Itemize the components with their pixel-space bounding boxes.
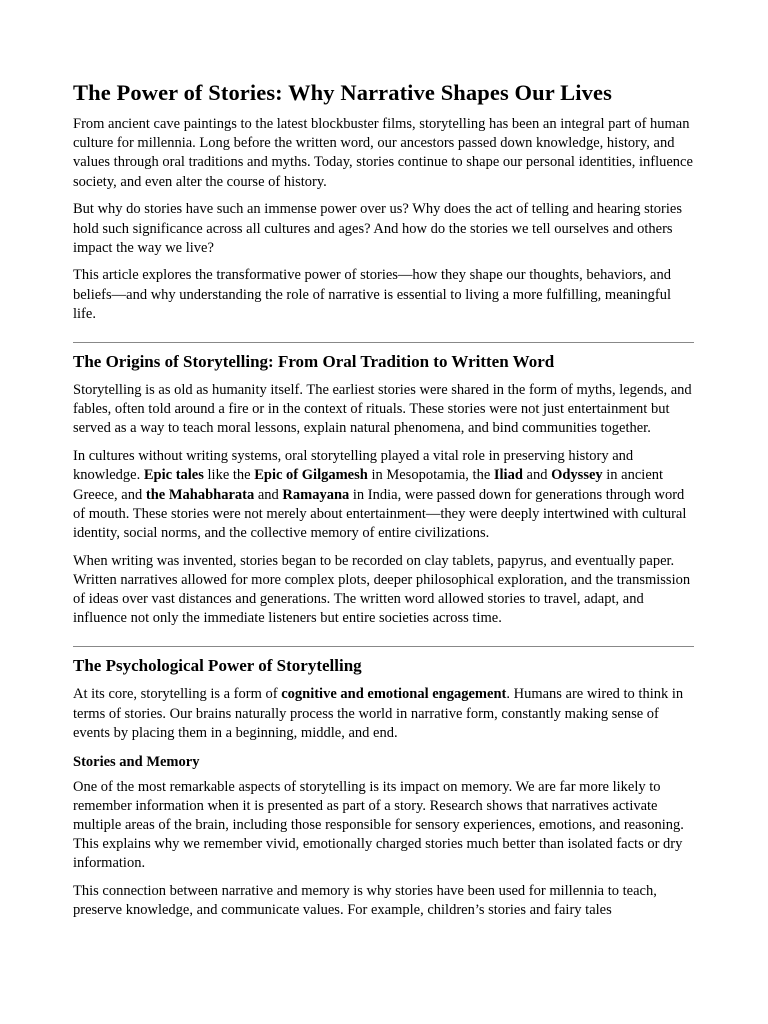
emphasis-odyssey: Odyssey <box>551 467 603 484</box>
origins-paragraph-3: When writing was invented, stories began to be recorded on clay tablets, papyrus, and eventually paper. Written narratives allowed for more complex plots, deeper philosophical exploration, and the transmission of ideas over vast distances and generations. The written word allowed stories to travel, adapt, and influence not only the immediate listeners but entire societies across time. <box>73 552 691 627</box>
intro-paragraph-1: From ancient cave paintings to the latest blockbuster films, storytelling has been an integral part of human culture for millennia. Long before the written word, our ancestors passed down knowledge, history, and values through oral traditions and myths. Today, stories continue to shape our personal identities, influence society, and even alter the course of history. <box>73 116 693 190</box>
emphasis-gilgamesh: Epic of Gilgamesh <box>254 467 368 484</box>
emphasis-epic-tales: Epic tales <box>143 467 204 484</box>
psych-heading: The Psychological Power of Storytelling <box>73 656 362 676</box>
origins-heading: The Origins of Storytelling: From Oral Tradition to Written Word <box>73 352 555 372</box>
emphasis-iliad: Iliad <box>493 467 523 484</box>
emphasis-ramayana: Ramayana <box>282 486 350 503</box>
intro-paragraph-2: But why do stories have such an immense power over us? Why does the act of telling and hearing stories hold such significance across all cultures and ages? And how do the stories we tell ourselves and others impact the way we live? <box>73 201 682 256</box>
psych-paragraph-3: This connection between narrative and memory is why stories have been used for millennia to teach, preserve knowledge, and communicate values. For example, children’s stories and fairy tales <box>73 883 657 919</box>
origins-paragraph-2: In cultures without writing systems, oral storytelling played a vital role in preserving history and knowledge. Epic tales like the Epic of Gilgamesh in Mesopotamia, the Iliad and Odyssey in ancient Greece, and the Mahabharata and Ramayana in India, were passed down for generations through word of mouth. These stories were not merely about entertainment—they were deeply intertwined with cultural identity, social norms, and the collective memory of entire civilizations. <box>73 448 687 541</box>
memory-subheading: Stories and Memory <box>73 753 200 770</box>
emphasis-engagement: cognitive and emotional engagement <box>281 686 507 703</box>
psych-paragraph-2: One of the most remarkable aspects of storytelling is its impact on memory. We are far more likely to remember information when it is presented as part of a story. Research shows that narratives activate multiple areas of the brain, including those responsible for sensory experiences, emotions, and reasoning. This explains why we remember vivid, emotionally charged stories much better than isolated facts or dry information. <box>73 778 684 872</box>
section-divider <box>73 646 694 647</box>
section-divider <box>73 342 694 343</box>
intro-paragraph-3: This article explores the transformative power of stories—how they shape our thoughts, behaviors, and beliefs—and why understanding the role of narrative is essential to living a more fulfilling, meaningful life. <box>73 267 671 322</box>
page-title: The Power of Stories: Why Narrative Shapes Our Lives <box>73 80 612 105</box>
origins-paragraph-1: Storytelling is as old as humanity itself. The earliest stories were shared in the form of myths, legends, and fables, often told around a fire or in the context of rituals. These stories were not just entertainment but served as a way to teach moral lessons, explain natural phenomena, and bind communities together. <box>73 382 692 437</box>
emphasis-mahabharata: the Mahabharata <box>145 486 255 503</box>
psych-paragraph-1: At its core, storytelling is a form of cognitive and emotional engagement. Humans are wired to think in terms of stories. Our brains naturally process the world in narrative form, constantly making sense of events by placing them in a beginning, middle, and end. <box>73 686 684 741</box>
